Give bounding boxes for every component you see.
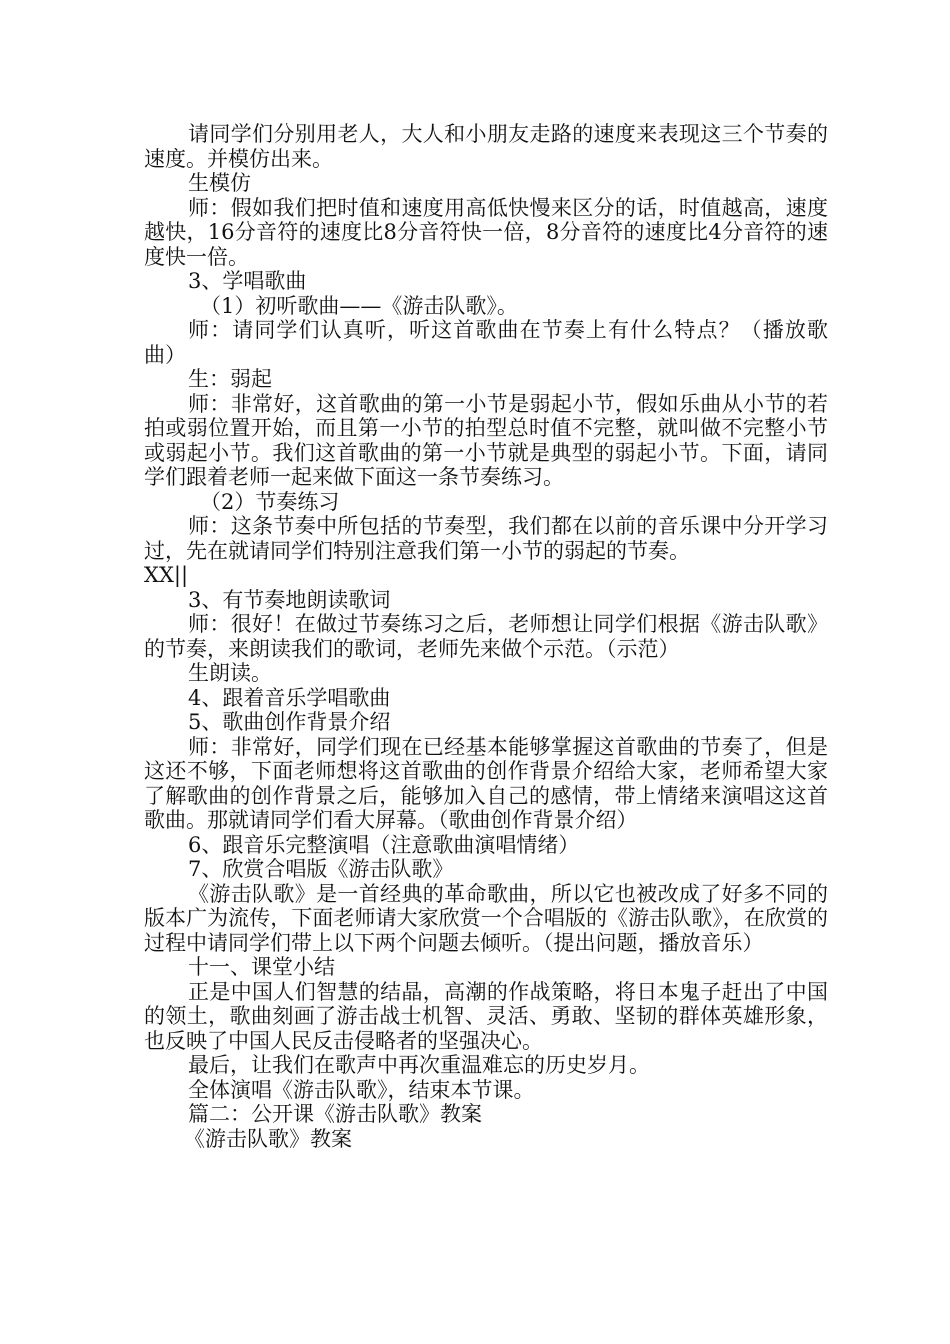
heading-sing-along: 4、跟着音乐学唱歌曲 (188, 685, 391, 710)
heading-learn-song: 3、学唱歌曲 (188, 269, 307, 293)
paragraph-student-read: 生朗读。 (188, 661, 272, 685)
heading-part-two: 篇二：公开课《游击队歌》教案 (188, 1102, 482, 1126)
paragraph-finally: 最后，让我们在歌声中再次重温难忘的历史岁月。 (188, 1053, 650, 1077)
heading-read-lyrics: 3、有节奏地朗读歌词 (188, 587, 391, 612)
paragraph-teacher-listen: 师：请同学们认真听，听这首歌曲在节奏上有什么特点？（播放歌曲） (144, 318, 828, 367)
paragraph-summary: 正是中国人们智慧的结晶，高潮的作战策略，将日本鬼子赶出了中国的领土，歌曲刻画了游击战士机智、灵活、勇敢、坚韧的群体英雄形象，也反映了中国人民反击侵略者的坚强决心。 (144, 979, 828, 1053)
heading-summary: 十一、课堂小结 (188, 955, 335, 979)
paragraph-rhythm-notation: XX|| (144, 563, 189, 587)
paragraph-teacher-upbeat: 师：非常好，这首歌曲的第一小节是弱起小节，假如乐曲从小节的若拍或弱位置开始，而且第一小节的拍型总时值不完整，就叫做不完整小节或弱起小节。我们这首歌曲的第一小节就是典型的弱起小节。下面，请同学们跟着老师一起来做下面这一条节奏练习。 (144, 391, 828, 489)
heading-full-sing: 6、跟音乐完整演唱（注意歌曲演唱情绪） (188, 832, 580, 857)
paragraph-student-imitate: 生模仿 (188, 171, 251, 195)
paragraph-teacher-background: 师：非常好，同学们现在已经基本能够掌握这首歌曲的节奏了，但是这还不够，下面老师想将这首歌曲的创作背景介绍给大家，老师希望大家了解歌曲的创作背景之后，能够加入自己的感情，带上情绪来演唱这这首歌曲。那就请同学们看大屏幕。（歌曲创作背景介绍） (144, 734, 828, 832)
paragraph-intro: 请同学们分别用老人，大人和小朋友走路的速度来表现这三个节奏的速度。并模仿出来。 (144, 122, 828, 171)
subheading-first-listen: （1）初听歌曲——《游击队歌》。 (200, 293, 518, 318)
heading-background: 5、歌曲创作背景介绍 (188, 710, 391, 734)
paragraph-teacher-tempo: 师：假如我们把时值和速度用高低快慢来区分的话，时值越高，速度越快，16分音符的速度比8分音符快一倍，8分音符的速度比4分音符的速度快一倍。 (144, 195, 828, 269)
paragraph-chorus: 《游击队歌》是一首经典的革命歌曲，所以它也被改成了好多不同的版本广为流传，下面老师请大家欣赏一个合唱版的《游击队歌》，在欣赏的过程中请同学们带上以下两个问题去倾听。（提出问题，播放音乐） (144, 881, 828, 955)
paragraph-teacher-rhythm: 师：这条节奏中所包括的节奏型，我们都在以前的音乐课中分开学习过，先在就请同学们特别注意我们第一小节的弱起的节奏。 (144, 514, 828, 563)
document-page (144, 122, 828, 1151)
heading-lesson-plan: 《游击队歌》教案 (184, 1126, 352, 1151)
paragraph-all-sing: 全体演唱《游击队歌》，结束本节课。 (188, 1077, 535, 1102)
paragraph-teacher-read: 师：很好！在做过节奏练习之后，老师想让同学们根据《游击队歌》的节奏，来朗读我们的歌词，老师先来做个示范。（示范） (144, 612, 828, 661)
paragraph-student-upbeat: 生：弱起 (188, 367, 272, 391)
subheading-rhythm-practice: （2）节奏练习 (200, 489, 340, 514)
heading-chorus: 7、欣赏合唱版《游击队歌》 (188, 857, 454, 881)
